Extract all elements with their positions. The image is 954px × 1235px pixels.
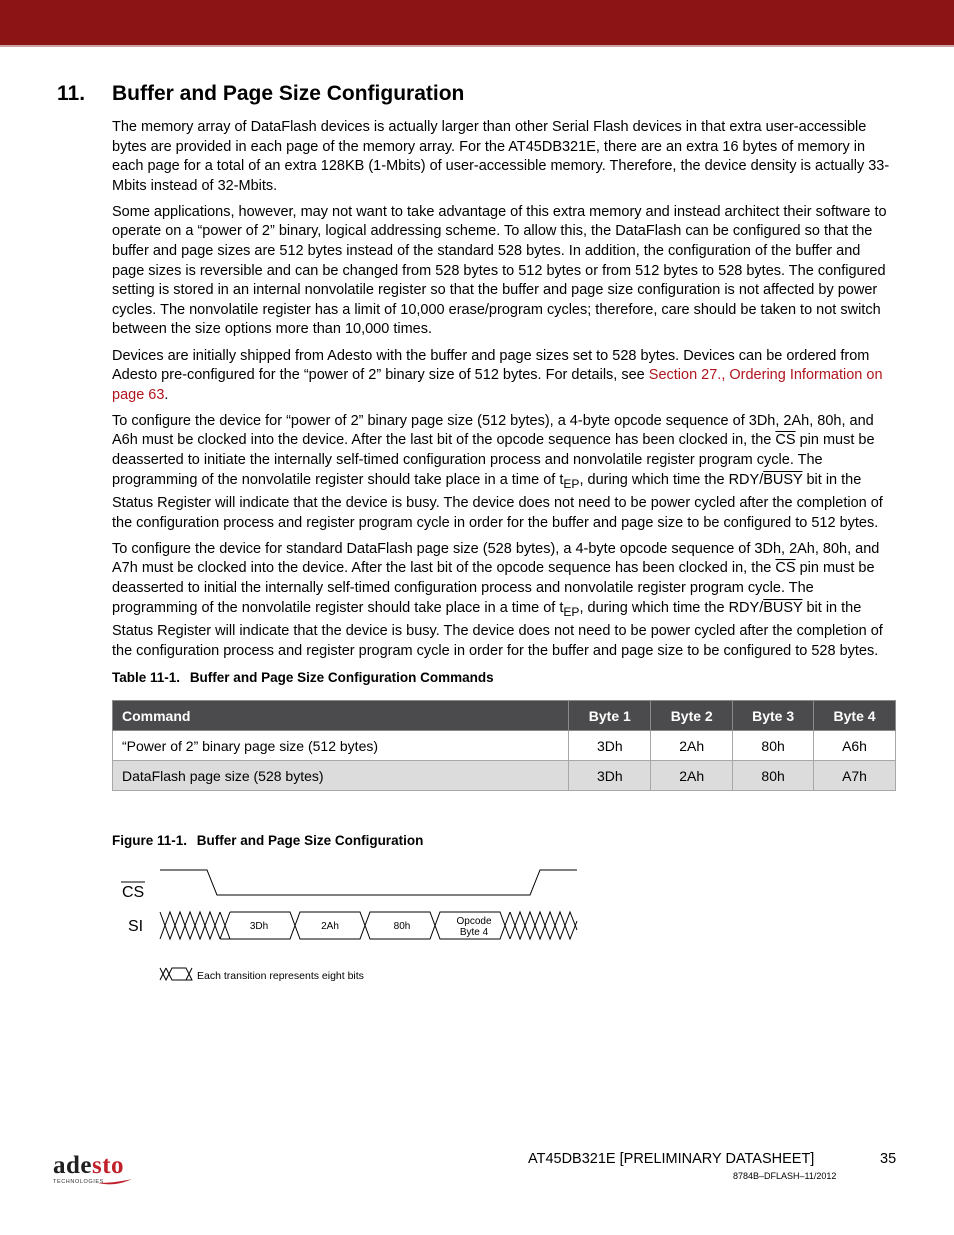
- paragraph-4-text-a: To configure the device for “power of 2” binary page size (512 bytes), a 4-byte opcode sequence of 3Dh, 2Ah, 80h, and A6h must be clocked into the device. After the last bit of the opcode sequence has been clocked in, the: [112, 412, 874, 449]
- paragraph-5-text-b: pin must be deasserted to initial the internally self-timed configuration process and nonvolatile register program cycle. The programming of the nonvolatile register should take place in a time of t: [112, 560, 875, 616]
- table-caption-label: Table 11-1.: [112, 670, 181, 685]
- logo-text-part1: ade: [53, 1152, 92, 1179]
- column-header-command: Command: [113, 701, 569, 731]
- section-heading: [57, 82, 464, 106]
- byte-2-label: 2Ah: [321, 921, 339, 932]
- paragraph-4-text-b: pin must be deasserted to initiate the internally self-timed configuration process and nonvolatile register program cycle. The programming of the nonvolatile register should take place in a time of t: [112, 432, 875, 488]
- figure-caption-title: Buffer and Page Size Configuration: [196, 833, 424, 848]
- table-cell: 80h: [733, 731, 814, 761]
- ordering-info-link[interactable]: Section 27., Ordering Information on page 63: [112, 367, 883, 403]
- opcode-byte-4-label-line2: Byte 4: [459, 927, 489, 938]
- figure-caption: [112, 833, 423, 848]
- document-code: 8784B–DFLASH–11/2012: [733, 1171, 837, 1181]
- paragraph-1: The memory array of DataFlash devices is actually larger than other Serial Flash devices in that extra user-accessible bytes are provided in each page of the memory array. For the AT45DB321E, there are an extra 16 bytes of memory in each page for a total of an extra 128KB (1-Mbits) of user-accessible memory. Therefore, the device density is actually 33-Mbits instead of 32-Mbits.: [112, 119, 890, 194]
- column-header-byte-4: Byte 4: [814, 701, 896, 731]
- paragraph-2: Some applications, however, may not want to take advantage of this extra memory and instead architect their software to operate on a “power of 2” binary, logical addressing scheme. To allow this, the DataFlash can be configured so that the buffer and page sizes are 512 bytes instead of the standard 528 bytes. In addition, the configuration of the buffer and page sizes is reversible and can be changed from 528 bytes to 512 bytes or from 512 bytes to 528 bytes. The configured setting is stored in an internal nonvolatile register so that the buffer and page size configuration is not affected by power cycles. The nonvolatile register has a limit of 10,000 erase/program cycles; therefore, care should be taken to not switch between the size options more than 10,000 times.: [112, 203, 887, 338]
- paragraph-4-text-d: bit in the Status Register will indicate that the device is busy. The device does not need to be power cycled after the completion of the configuration process and register program cycle in order for the buffer and page size to be configured to 512 bytes.: [112, 471, 883, 531]
- document-title: AT45DB321E [PRELIMINARY DATASHEET]: [528, 1151, 815, 1167]
- byte-3-label: 80h: [393, 921, 411, 932]
- paragraph-4-text-c: , during which time the RDY/: [579, 471, 764, 488]
- adesto-logo: [53, 1154, 124, 1185]
- table-cell: A7h: [814, 761, 896, 791]
- table-cell: A6h: [814, 731, 896, 761]
- table-caption-title: Buffer and Page Size Configuration Commands: [189, 670, 494, 685]
- busy-signal-name: BUSY: [763, 471, 803, 488]
- table-cell: 3Dh: [569, 731, 651, 761]
- si-transition: [220, 912, 230, 939]
- header-bar: [0, 0, 954, 47]
- busy-signal-name: BUSY: [763, 599, 803, 616]
- cs-signal-name: $\overline{CS}$: [775, 560, 796, 577]
- paragraph-5-text-a: To configure the device for standard DataFlash page size (528 bytes), a 4-byte opcode sequence of 3Dh, 2Ah, 80h, and A7h must be clocked into the device. After the last bit of the opcode sequence has been clocked in, the: [112, 540, 880, 577]
- config-commands-table: [112, 700, 896, 791]
- table-header-row: [113, 701, 896, 731]
- paragraph-3-end: .: [164, 386, 169, 403]
- table-row: [113, 731, 896, 761]
- table-cell: 2Ah: [651, 731, 733, 761]
- column-header-byte-1: Byte 1: [569, 701, 651, 731]
- column-header-byte-2: Byte 2: [651, 701, 733, 731]
- logo-swoosh-icon: [97, 1177, 133, 1187]
- table-caption: [112, 670, 494, 685]
- timing-diagram: [110, 860, 585, 990]
- paragraph-4: [112, 412, 896, 533]
- table-row: [113, 761, 896, 791]
- cs-signal-label: CS: [122, 884, 145, 901]
- tep-subscript: EP: [563, 604, 580, 619]
- table-cell: “Power of 2” binary page size (512 bytes): [113, 731, 569, 761]
- transition-legend-icon: [160, 968, 192, 980]
- table-cell: DataFlash page size (528 bytes): [113, 761, 569, 791]
- tep-subscript: EP: [563, 476, 580, 491]
- figure-caption-label: Figure 11-1.: [112, 833, 188, 848]
- logo-tagline: TECHNOLOGIES: [53, 1179, 104, 1185]
- table-cell: 2Ah: [651, 761, 733, 791]
- paragraph-5-text-d: bit in the Status Register will indicate that the device is busy. The device does not need to be power cycled after the completion of the configuration process and register program cycle in order for the buffer and page size to be configured to 528 bytes.: [112, 599, 883, 659]
- si-dont-care-end: [510, 912, 577, 939]
- paragraph-3: [112, 347, 896, 406]
- section-title: Buffer and Page Size Configuration: [112, 82, 465, 105]
- cs-signal-name: $\overline{CS}$: [775, 432, 796, 449]
- paragraph-5: [112, 540, 896, 661]
- si-signal-label: SI: [128, 918, 144, 935]
- table-cell: 80h: [733, 761, 814, 791]
- transition-legend-text: Each transition represents eight bits: [197, 970, 364, 982]
- column-header-byte-3: Byte 3: [733, 701, 814, 731]
- paragraph-5-text-c: , during which time the RDY/: [579, 599, 764, 616]
- page-number: 35: [880, 1151, 897, 1167]
- cs-waveform: [160, 870, 577, 895]
- paragraph-3-text: Devices are initially shipped from Adesto with the buffer and page sizes set to 528 bytes. Devices can be ordered from Adesto pre-configured for the “power of 2” binary size of 512 bytes. For details, see: [112, 347, 870, 384]
- section-number: 11.: [57, 82, 86, 105]
- opcode-byte-4-label-line1: Opcode: [456, 916, 492, 927]
- logo-wordmark: [53, 1154, 124, 1178]
- table-cell: 3Dh: [569, 761, 651, 791]
- body-text: [112, 118, 896, 668]
- byte-1-label: 3Dh: [249, 921, 269, 932]
- logo-text-part2: sto: [92, 1152, 125, 1179]
